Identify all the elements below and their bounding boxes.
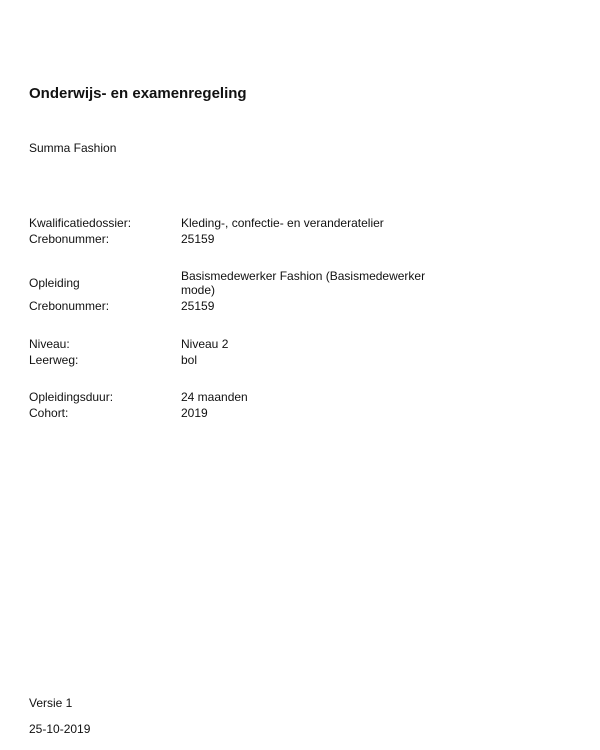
cohort-label: Cohort: xyxy=(29,406,69,420)
niveau-value: Niveau 2 xyxy=(181,337,229,351)
crebonummer-opleiding-label: Crebonummer: xyxy=(29,299,110,313)
opleiding-label: Opleiding xyxy=(29,276,80,290)
kwalificatiedossier-value: Kleding-, confectie- en veranderatelier xyxy=(181,216,384,230)
opleiding-value: Basismedewerker Fashion (Basismedewerker mode) xyxy=(181,269,426,297)
crebonummer-dossier-value: 25159 xyxy=(181,232,215,246)
opleidingsduur-value: 24 maanden xyxy=(181,390,248,404)
crebonummer-opleiding-value: 25159 xyxy=(181,299,215,313)
date-text: 25-10-2019 xyxy=(29,722,91,736)
leerweg-value: bol xyxy=(181,353,198,367)
version-text: Versie 1 xyxy=(29,696,73,710)
crebonummer-dossier-label: Crebonummer: xyxy=(29,232,110,246)
institution-name: Summa Fashion xyxy=(29,141,117,155)
kwalificatiedossier-label: Kwalificatiedossier: xyxy=(29,216,132,230)
cohort-value: 2019 xyxy=(181,406,208,420)
page-title: Onderwijs- en examenregeling xyxy=(29,85,247,102)
opleidingsduur-label: Opleidingsduur: xyxy=(29,390,114,404)
niveau-label: Niveau: xyxy=(29,337,70,351)
leerweg-label: Leerweg: xyxy=(29,353,79,367)
